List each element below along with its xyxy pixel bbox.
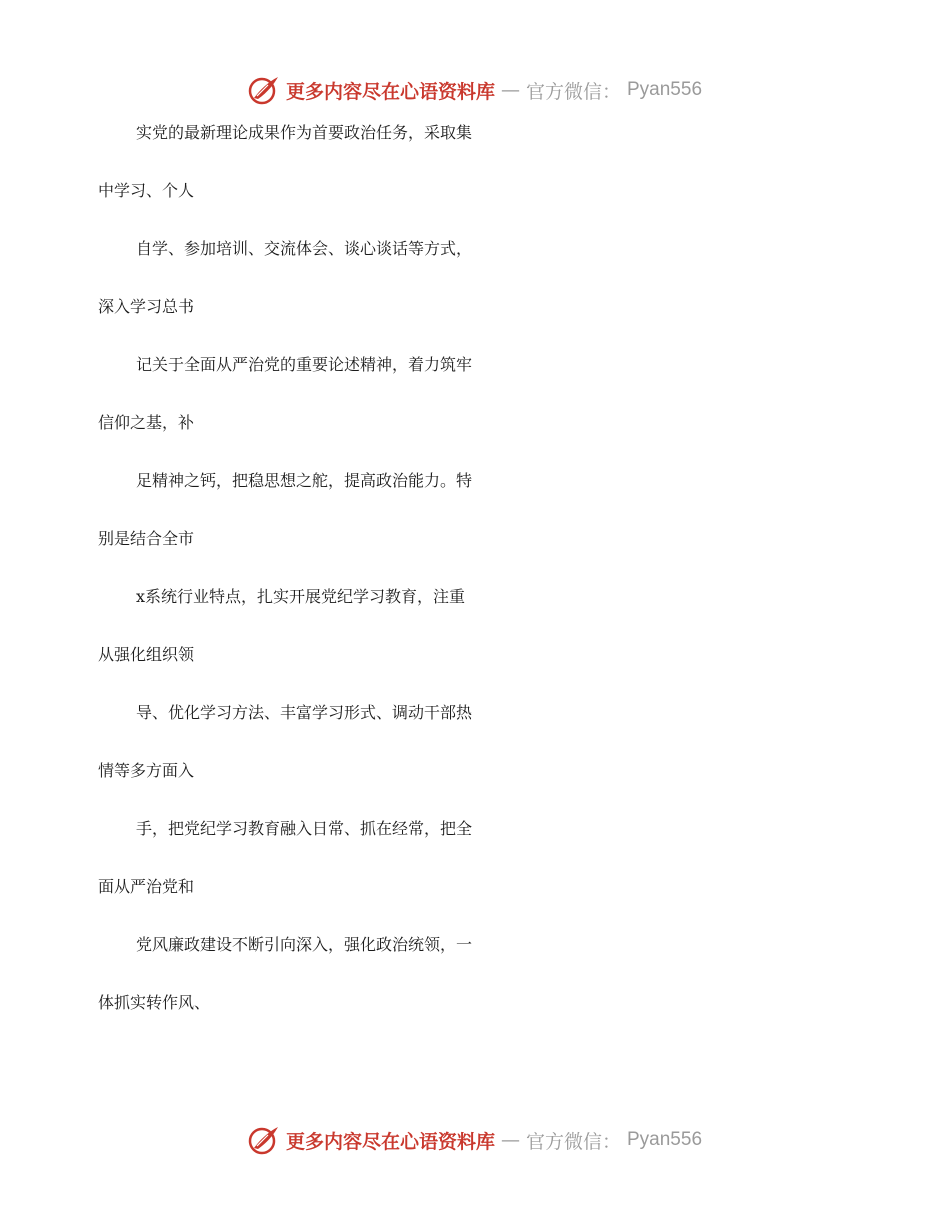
- paragraph-second-line: 情等多方面入: [98, 761, 195, 780]
- watermark-separator: —: [500, 79, 520, 101]
- paragraph-first-line: 足精神之钙，把稳思想之舵，提高政治能力。特: [136, 471, 473, 490]
- watermark-wechat-id: Pyan556: [627, 79, 703, 100]
- paragraph-first-line: 导、优化学习方法、丰富学习形式、调动干部热: [136, 703, 473, 722]
- paragraph: [98, 932, 858, 1048]
- paragraph-first-line: 实党的最新理论成果作为首要政治任务，采取集: [136, 123, 473, 142]
- paragraph-first-line: 手，把党纪学习教育融入日常、抓在经常，把全: [136, 819, 473, 838]
- paragraph-second-line: 深入学习总书: [98, 297, 195, 316]
- watermark-wechat-id: Pyan556: [627, 1129, 703, 1150]
- document-body: [98, 120, 858, 1048]
- paragraph: [98, 236, 858, 352]
- paragraph-second-line: 别是结合全市: [98, 529, 195, 548]
- paragraph-second-line: 信仰之基，补: [98, 413, 195, 432]
- watermark-separator: —: [500, 1129, 520, 1151]
- paragraph-first-line: 记关于全面从严治党的重要论述精神，着力筑牢: [136, 355, 473, 374]
- watermark-site-text: 更多内容尽在心语资料库: [285, 80, 495, 103]
- watermark-wechat-label: 官方微信：: [525, 1130, 621, 1153]
- quill-logo-icon: [248, 1124, 280, 1156]
- footer-watermark: [0, 1120, 950, 1160]
- paragraph-first-line: 党风廉政建设不断引向深入，强化政治统领，一: [136, 935, 473, 954]
- paragraph: [98, 120, 858, 236]
- paragraph-first-line: 自学、参加培训、交流体会、谈心谈话等方式，: [136, 239, 473, 258]
- paragraph: [98, 352, 858, 468]
- paragraph-second-line: 中学习、个人: [98, 181, 195, 200]
- watermark-site-text: 更多内容尽在心语资料库: [285, 1130, 495, 1153]
- paragraph: [98, 584, 858, 700]
- paragraph: [98, 468, 858, 584]
- paragraph-first-line: x系统行业特点，扎实开展党纪学习教育，注重: [136, 587, 466, 606]
- paragraph: [98, 816, 858, 932]
- paragraph-second-line: 体抓实转作风、: [98, 993, 211, 1012]
- quill-logo-icon: [248, 74, 280, 106]
- paragraph: [98, 700, 858, 816]
- paragraph-second-line: 面从严治党和: [98, 877, 195, 896]
- paragraph-second-line: 从强化组织领: [98, 645, 195, 664]
- watermark-wechat-label: 官方微信：: [525, 80, 621, 103]
- header-watermark: [0, 70, 950, 110]
